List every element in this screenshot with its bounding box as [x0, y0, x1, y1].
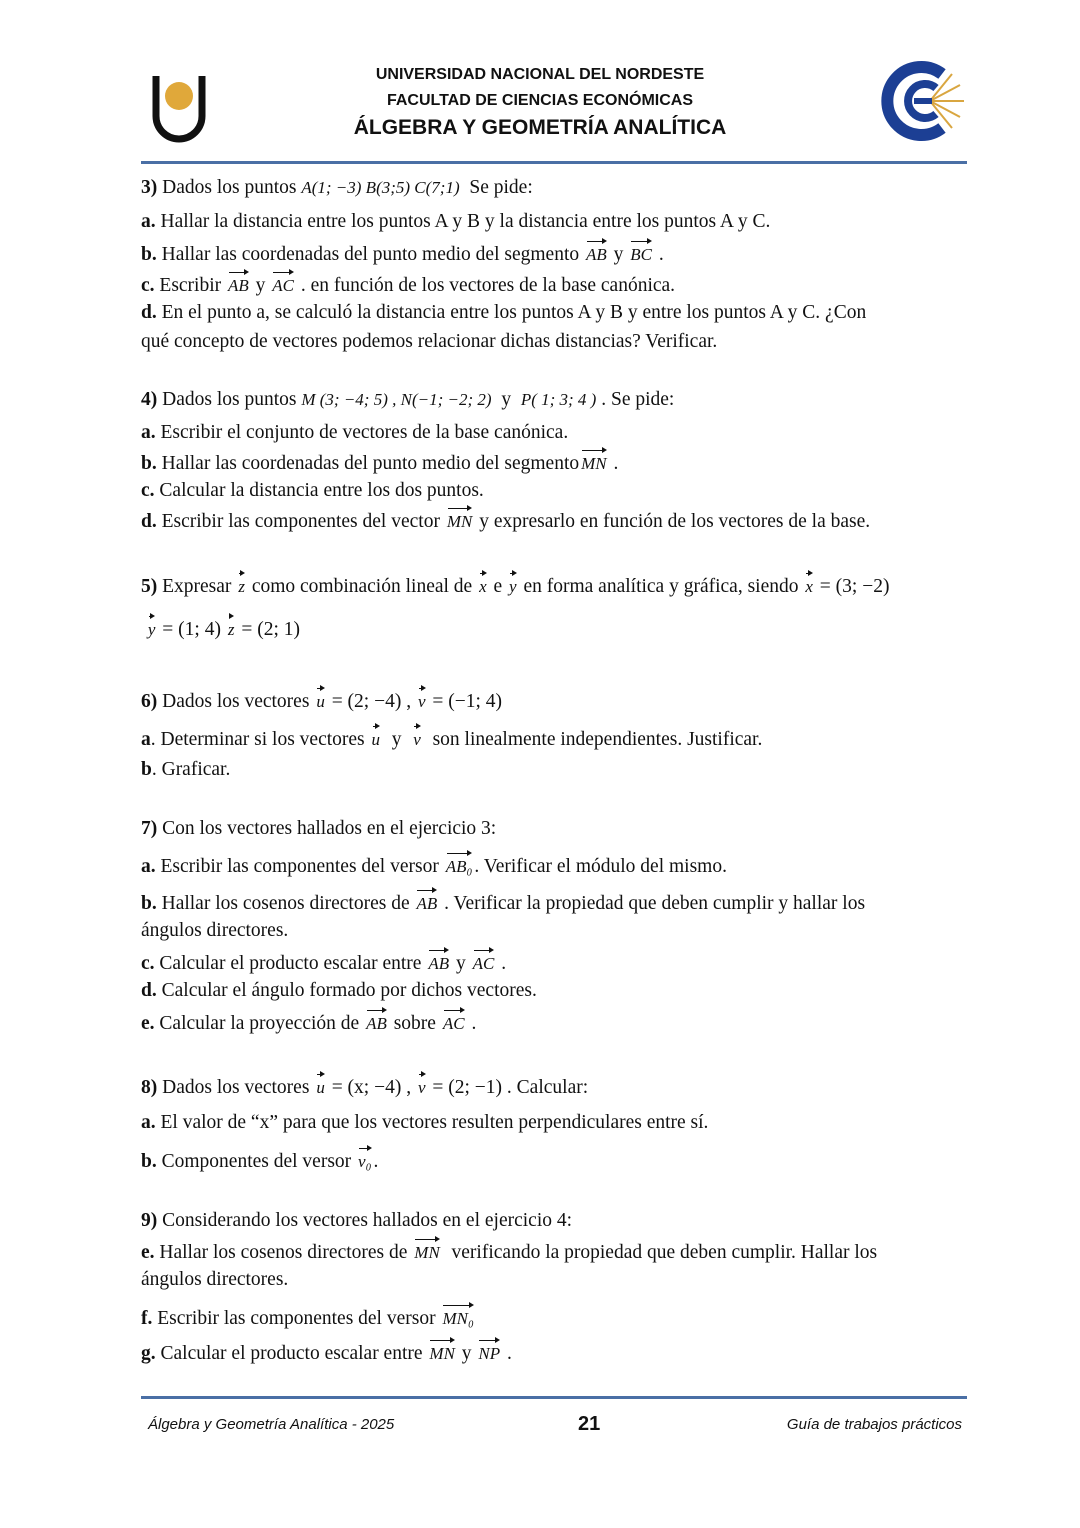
text-line: [141, 272, 675, 298]
item-label: g.: [141, 1343, 156, 1364]
vector-notation: v: [413, 726, 421, 752]
text-line: [141, 388, 674, 412]
item-label: 9): [141, 1210, 158, 1231]
text-segment: Calcular la distancia entre los dos puntos.: [154, 480, 484, 501]
text-segment: verificando la propiedad que deben cumplir. Hallar los: [441, 1242, 878, 1263]
text-line: [141, 421, 568, 445]
vector-notation: NP: [478, 1340, 500, 1366]
text-segment: ángulos directores.: [141, 920, 289, 941]
vector-notation: z: [238, 573, 245, 599]
text-line: [141, 450, 618, 476]
vector-notation: MN: [429, 1340, 455, 1366]
text-line: [141, 241, 664, 267]
item-label: b: [141, 759, 152, 780]
text-segment: ángulos directores.: [141, 1269, 289, 1290]
text-line: [141, 301, 866, 325]
text-segment: = (3; −2): [814, 576, 890, 597]
text-segment: Calcular la proyección de: [154, 1013, 365, 1034]
vector-notation: x: [805, 573, 813, 599]
item-label: b.: [141, 1151, 157, 1172]
math-expression: M (3; −4; 5) , N(−1; −2; 2): [301, 390, 492, 409]
text-segment: . en función de los vectores de la base canónica.: [296, 275, 676, 296]
text-segment: En el punto a, se calculó la distancia entre los puntos A y B y entre los puntos A y C. ¿Con: [156, 302, 867, 323]
vector-notation: v: [418, 1074, 426, 1100]
text-line: [141, 479, 484, 503]
text-segment: como combinación lineal de: [246, 576, 478, 597]
item-label: e.: [141, 1242, 155, 1263]
item-label: 8): [141, 1077, 158, 1098]
text-segment: son linealmente independientes. Justificar.: [422, 729, 763, 750]
vector-notation: y: [148, 616, 156, 642]
course-title: ÁLGEBRA Y GEOMETRÍA ANALÍTICA: [353, 116, 727, 139]
vector-notation: z: [228, 616, 235, 642]
text-segment: Dados los puntos: [157, 177, 302, 198]
text-segment: Hallar las coordenadas del punto medio del segmento: [156, 244, 584, 265]
text-line: [141, 1209, 572, 1233]
item-label: c.: [141, 275, 155, 296]
text-segment: y expresarlo en función de los vectores de la base.: [474, 511, 871, 532]
text-segment: . Verificar el módulo del mismo.: [474, 856, 727, 877]
text-segment: = (x; −4) ,: [326, 1077, 416, 1098]
text-segment: Escribir las componentes del versor: [155, 856, 444, 877]
text-line: [141, 1074, 588, 1100]
university-name: UNIVERSIDAD NACIONAL DEL NORDESTE: [375, 66, 705, 83]
vector-notation: v₀: [358, 1148, 371, 1174]
text-segment: Hallar la distancia entre los puntos A y B y la distancia entre los puntos A y C.: [155, 211, 771, 232]
text-segment: qué concepto de vectores podemos relacionar dichas distancias? Verificar.: [141, 331, 718, 352]
item-label: d.: [141, 511, 157, 532]
text-segment: y: [451, 953, 471, 974]
item-label: f.: [141, 1308, 153, 1329]
footer-divider: [141, 1396, 967, 1399]
vector-notation: MN₀: [442, 1305, 473, 1331]
text-line: [141, 853, 727, 879]
text-segment: Con los vectores hallados en el ejercicio 3:: [157, 818, 497, 839]
item-label: e.: [141, 1013, 155, 1034]
text-segment: Dados los vectores: [157, 691, 315, 712]
text-segment: .: [654, 244, 664, 265]
text-segment: Dados los puntos: [157, 389, 302, 410]
text-segment: Dados los vectores: [157, 1077, 315, 1098]
text-segment: y: [608, 244, 629, 265]
vector-notation: AB: [586, 241, 607, 267]
item-label: c.: [141, 953, 155, 974]
vector-notation: v: [418, 688, 426, 714]
item-label: a.: [141, 211, 156, 232]
footer-guide: Guía de trabajos prácticos: [786, 1416, 962, 1433]
vector-notation: AB₀: [446, 853, 473, 879]
vector-notation: AC: [272, 272, 294, 298]
vector-notation: u: [316, 1074, 325, 1100]
fce-logo: [880, 60, 966, 142]
header-divider: [141, 161, 967, 164]
vector-notation: u: [316, 688, 325, 714]
text-segment: . Verificar la propiedad que deben cumplir y hallar los: [439, 893, 866, 914]
text-line: [141, 1305, 476, 1331]
text-line: [141, 1010, 476, 1036]
text-segment: . Graficar.: [151, 759, 231, 780]
text-segment: .: [608, 453, 619, 474]
text-segment: = (1; 4): [157, 619, 226, 640]
text-segment: = (2; −4) ,: [326, 691, 416, 712]
vector-notation: BC: [630, 241, 652, 267]
text-line: [141, 817, 496, 841]
text-segment: e: [488, 576, 508, 597]
item-label: b.: [141, 893, 157, 914]
text-segment: Calcular el producto escalar entre: [155, 1343, 428, 1364]
item-label: a.: [141, 856, 156, 877]
text-segment: El valor de “x” para que los vectores resulten perpendiculares entre sí.: [155, 1112, 709, 1133]
text-line: [141, 210, 770, 234]
item-label: a.: [141, 422, 156, 443]
text-segment: y: [382, 729, 412, 750]
text-line: [141, 1239, 877, 1265]
footer-course: Álgebra y Geometría Analítica - 2025: [148, 1416, 395, 1433]
item-label: b.: [141, 244, 157, 265]
text-segment: = (2; 1): [236, 619, 300, 640]
text-line: [141, 176, 533, 200]
vector-notation: x: [479, 573, 487, 599]
item-label: b.: [141, 453, 157, 474]
text-line: [141, 330, 717, 354]
item-label: 3): [141, 177, 158, 198]
text-segment: = (−1; 4): [427, 691, 503, 712]
text-segment: y: [491, 389, 521, 410]
text-segment: .: [496, 953, 507, 974]
vector-notation: MN: [581, 450, 607, 476]
text-line: [141, 616, 300, 642]
vector-notation: AC: [473, 950, 495, 976]
vector-notation: y: [509, 573, 517, 599]
math-expression: P( 1; 3; 4 ): [520, 390, 597, 409]
text-segment: Escribir las componentes del versor: [152, 1308, 441, 1329]
text-segment: Calcular el producto escalar entre: [154, 953, 427, 974]
text-segment: .: [502, 1343, 512, 1364]
text-segment: Escribir: [154, 275, 227, 296]
item-label: 4): [141, 389, 158, 410]
text-line: [141, 1340, 512, 1366]
item-label: 7): [141, 818, 158, 839]
text-segment: . Determinar si los vectores: [150, 729, 370, 750]
vector-notation: MN: [447, 508, 473, 534]
text-line: [141, 950, 506, 976]
text-segment: Se pide:: [459, 177, 533, 198]
vector-notation: AB: [228, 272, 249, 298]
faculty-name: FACULTAD DE CIENCIAS ECONÓMICAS: [386, 92, 694, 109]
item-label: a: [141, 729, 151, 750]
text-segment: Hallar las coordenadas del punto medio del segmento: [156, 453, 580, 474]
text-segment: Considerando los vectores hallados en el ejercicio 4:: [157, 1210, 573, 1231]
text-line: [141, 688, 502, 714]
vector-notation: u: [372, 726, 381, 752]
text-line: [141, 508, 870, 534]
text-segment: Escribir el conjunto de vectores de la base canónica.: [155, 422, 569, 443]
math-expression: A(1; −3) B(3;5) C(7;1): [301, 178, 460, 197]
vector-notation: AB: [428, 950, 449, 976]
text-line: [141, 890, 865, 916]
text-segment: Hallar los cosenos directores de: [154, 1242, 413, 1263]
text-line: [141, 1148, 378, 1174]
item-label: a.: [141, 1112, 156, 1133]
vector-notation: AB: [366, 1010, 387, 1036]
text-segment: Escribir las componentes del vector: [156, 511, 445, 532]
text-segment: y: [250, 275, 271, 296]
text-segment: en forma analítica y gráfica, siendo: [518, 576, 804, 597]
text-segment: [141, 619, 146, 640]
item-label: d.: [141, 980, 157, 1001]
page-number: 21: [578, 1413, 601, 1435]
item-label: d.: [141, 302, 157, 323]
text-segment: .: [466, 1013, 477, 1034]
item-label: 6): [141, 691, 158, 712]
text-line: [141, 1111, 708, 1135]
text-segment: y: [456, 1343, 477, 1364]
text-segment: Expresar: [157, 576, 237, 597]
text-line: [141, 573, 889, 599]
text-segment: Componentes del versor: [156, 1151, 357, 1172]
text-line: [141, 758, 230, 782]
text-line: [141, 919, 288, 943]
text-segment: sobre: [388, 1013, 441, 1034]
vector-notation: MN: [414, 1239, 440, 1265]
text-line: [141, 1268, 288, 1292]
vector-notation: AB: [416, 890, 437, 916]
text-segment: = (2; −1) . Calcular:: [427, 1077, 589, 1098]
text-segment: . Se pide:: [596, 389, 675, 410]
text-segment: Calcular el ángulo formado por dichos vectores.: [156, 980, 537, 1001]
text-line: [141, 726, 762, 752]
text-segment: .: [373, 1151, 379, 1172]
text-segment: Hallar los cosenos directores de: [156, 893, 415, 914]
item-label: c.: [141, 480, 155, 501]
item-label: 5): [141, 576, 158, 597]
vector-notation: AC: [443, 1010, 465, 1036]
text-line: [141, 979, 537, 1003]
